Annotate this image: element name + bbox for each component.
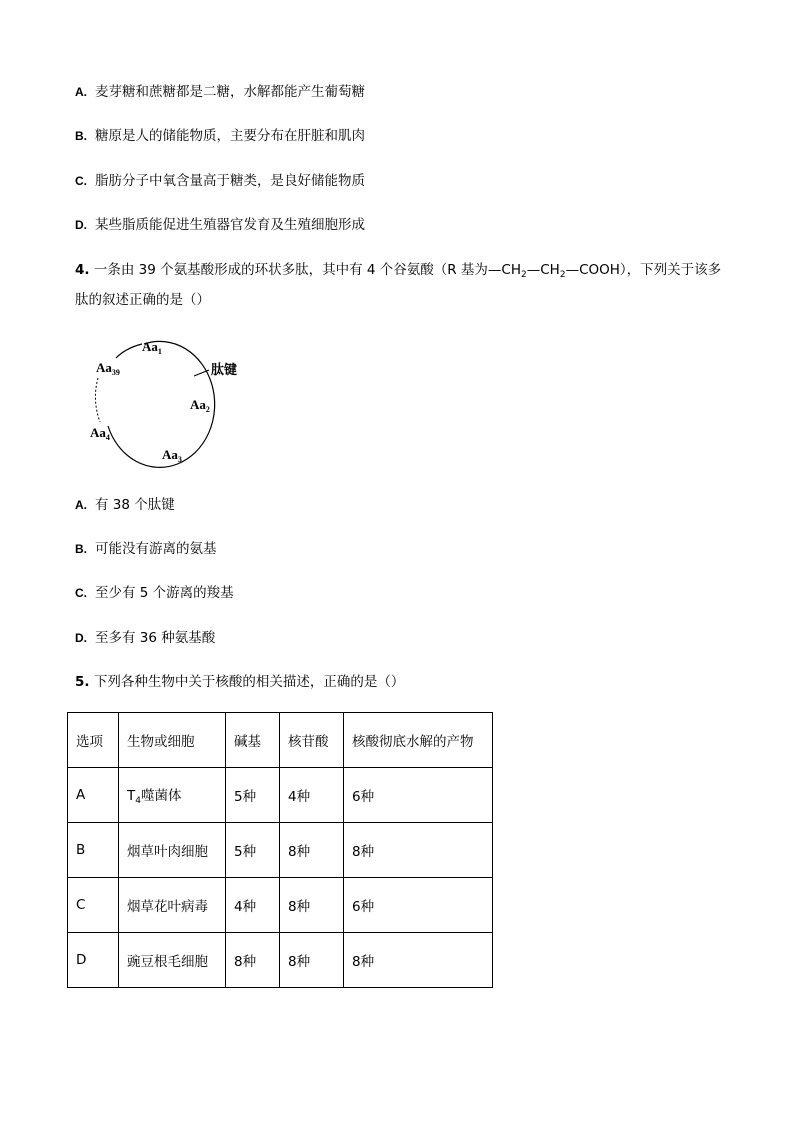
option-text: 糖原是人的储能物质，主要分布在肝脏和肌肉 <box>95 128 365 144</box>
table-cell-organism: $T_4$噬菌体 <box>119 768 226 823</box>
nucleic-acid-table <box>67 712 493 988</box>
table-row <box>68 823 493 878</box>
aa39-label: $Aa_{39}$ <box>96 360 120 377</box>
aa2-label: $Aa_2$ <box>190 397 210 414</box>
q4-text-a: 一条由 39 个氨基酸形成的环状多肽，其中有 4 个谷氨酸（R 基为—CH <box>93 262 522 278</box>
cyclic-peptide-diagram <box>86 330 256 470</box>
option-text: 麦芽糖和蔗糖都是二糖，水解都能产生葡萄糖 <box>95 84 365 100</box>
table-header-row <box>68 713 493 768</box>
table-cell-organism: 烟草叶肉细胞 <box>119 823 226 878</box>
peptide-ring-dashed <box>95 378 100 422</box>
q4-stem-line2: 肽的叙述正确的是（） <box>75 292 210 308</box>
option-text: 至多有 36 种氨基酸 <box>95 630 216 646</box>
q4-text-b: —CH <box>526 262 560 278</box>
q4-option-c <box>75 583 234 603</box>
table-cell-base: 4种 <box>226 878 280 933</box>
bond-pointer-line <box>194 370 209 376</box>
table-header-cell: 核酸彻底水解的产物 <box>344 713 493 768</box>
option-text: 至少有 5 个游离的羧基 <box>95 585 234 601</box>
question-number: 4. <box>75 262 90 278</box>
table-cell-option: B <box>68 823 119 878</box>
option-text: 脂肪分子中氧含量高于糖类，是良好储能物质 <box>95 173 365 189</box>
subscript: 4 <box>135 796 141 806</box>
table-cell-base: 5种 <box>226 823 280 878</box>
table-cell-nucleotide: 8种 <box>280 933 344 988</box>
table-cell-option: A <box>68 768 119 823</box>
q5-stem <box>75 672 404 692</box>
aa1-label: $Aa_1$ <box>142 339 162 356</box>
q3-option-c <box>75 171 365 191</box>
table-cell-organism: 豌豆根毛细胞 <box>119 933 226 988</box>
table-cell-option: D <box>68 933 119 988</box>
table-cell-nucleotide: 8种 <box>280 878 344 933</box>
option-label: A. <box>75 85 87 99</box>
table-cell-nucleotide: 4种 <box>280 768 344 823</box>
q4-option-d <box>75 628 215 648</box>
table-row <box>68 878 493 933</box>
q3-option-a <box>75 82 365 102</box>
table-cell-nucleotide: 8种 <box>280 823 344 878</box>
table-cell-product: 8种 <box>344 933 493 988</box>
q4-option-b <box>75 539 217 559</box>
table-cell-product: 6种 <box>344 878 493 933</box>
option-text: 可能没有游离的氨基 <box>95 541 217 557</box>
table-cell-base: 5种 <box>226 768 280 823</box>
q4-text-c: —COOH），下列关于该多 <box>565 262 722 278</box>
question-number: 5. <box>75 674 90 690</box>
option-label: C. <box>75 586 87 600</box>
table-header-cell: 选项 <box>68 713 119 768</box>
table-cell-organism: 烟草花叶病毒 <box>119 878 226 933</box>
table-header-cell: 碱基 <box>226 713 280 768</box>
table-header-cell: 生物或细胞 <box>119 713 226 768</box>
table-row <box>68 933 493 988</box>
option-label: D. <box>75 631 87 645</box>
table-cell-product: 6种 <box>344 768 493 823</box>
option-label: B. <box>75 542 87 556</box>
table-row <box>68 768 493 823</box>
option-label: D. <box>75 218 87 232</box>
q4-stem-line1 <box>75 260 721 285</box>
table-cell-option: C <box>68 878 119 933</box>
aa3-label: $Aa_3$ <box>162 447 182 464</box>
option-label: B. <box>75 129 87 143</box>
option-text: 某些脂质能促进生殖器官发育及生殖细胞形成 <box>95 217 365 233</box>
subscript: 2 <box>559 270 566 280</box>
q5-text: 下列各种生物中关于核酸的相关描述，正确的是（） <box>93 674 405 690</box>
peptide-ring-top <box>116 344 142 358</box>
aa4-label: $Aa_4$ <box>90 425 110 442</box>
q3-option-b <box>75 126 365 146</box>
table-header-cell: 核苷酸 <box>280 713 344 768</box>
option-text: 有 38 个肽键 <box>95 497 175 513</box>
option-label: C. <box>75 174 87 188</box>
q3-option-d <box>75 215 365 235</box>
q4-option-a <box>75 495 175 515</box>
subscript: 2 <box>521 270 527 280</box>
peptide-bond-label: 肽键 <box>211 363 238 378</box>
option-label: A. <box>75 498 87 512</box>
table-cell-product: 8种 <box>344 823 493 878</box>
table-cell-base: 8种 <box>226 933 280 988</box>
